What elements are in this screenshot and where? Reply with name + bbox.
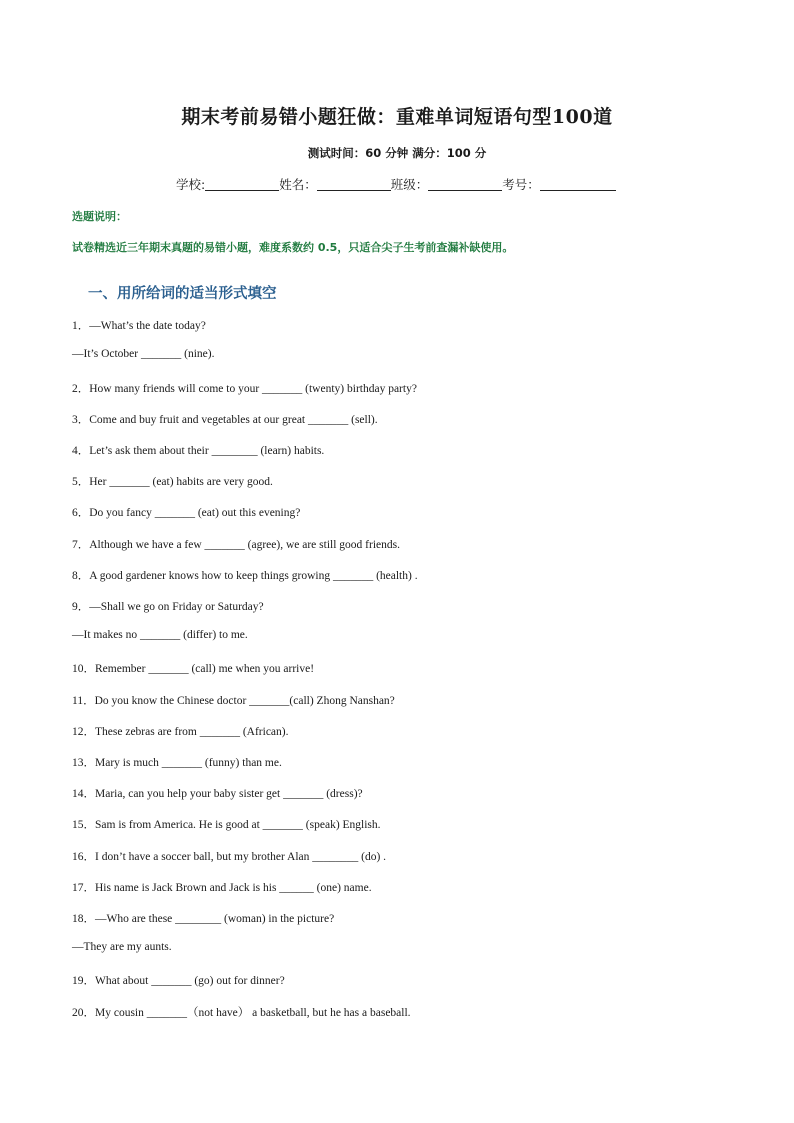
question-line: 13．Mary is much _______ (funny) than me. xyxy=(72,757,282,769)
question-line: 2．How many friends will come to your _______ (twenty) birthday party? xyxy=(72,383,417,395)
school-label: 学校: xyxy=(176,177,206,192)
question-line: —It makes no _______ (differ) to me. xyxy=(72,629,248,641)
class-label: 班级： xyxy=(390,177,429,192)
question-line: 14．Maria, can you help your baby sister get _______ (dress)? xyxy=(72,788,363,800)
question-line: 16．I don’t have a soccer ball, but my brother Alan ________ (do) . xyxy=(72,851,387,863)
question-line: 4．Let’s ask them about their ________ (learn) habits. xyxy=(72,445,325,457)
school-blank[interactable] xyxy=(205,178,279,191)
student-info-row xyxy=(176,175,616,193)
note-text: 试卷精选近三年期末真题的易错小题，难度系数约 0.5，只适合尖子生考前查漏补缺使用。 xyxy=(72,241,514,254)
question-line: 6．Do you fancy _______ (eat) out this evening? xyxy=(72,507,301,519)
question-line: 7．Although we have a few _______ (agree), we are still good friends. xyxy=(72,539,400,551)
question-line: 12．These zebras are from _______ (African). xyxy=(72,726,289,738)
question-line: 8．A good gardener knows how to keep things growing _______ (health) . xyxy=(72,570,418,582)
question-line: 19．What about _______ (go) out for dinner? xyxy=(72,975,285,987)
question-line: 10．Remember _______ (call) me when you arrive! xyxy=(72,663,315,675)
number-label: 考号： xyxy=(502,177,540,192)
note-label: 选题说明： xyxy=(72,210,127,223)
question-line: 9．—Shall we go on Friday or Saturday? xyxy=(72,601,264,613)
number-blank[interactable] xyxy=(540,178,616,191)
question-line: 11．Do you know the Chinese doctor _______(call) Zhong Nanshan? xyxy=(72,695,395,707)
question-line: —It’s October _______ (nine). xyxy=(72,348,215,360)
name-blank[interactable] xyxy=(317,178,391,191)
question-line: 1．—What’s the date today? xyxy=(72,320,206,332)
question-line: 20．My cousin _______（not have） a basketball, but he has a baseball. xyxy=(72,1007,411,1019)
question-line: 3．Come and buy fruit and vegetables at our great _______ (sell). xyxy=(72,414,378,426)
question-line: 5．Her _______ (eat) habits are very good. xyxy=(72,476,273,488)
question-line: 18．—Who are these ________ (woman) in the picture? xyxy=(72,913,335,925)
name-label: 姓名： xyxy=(279,177,317,192)
page-title: 期末考前易错小题狂做：重难单词短语句型100道 xyxy=(181,106,613,128)
test-info: 测试时间：60 分钟 满分：100 分 xyxy=(307,146,487,160)
question-line: 15．Sam is from America. He is good at _______ (speak) English. xyxy=(72,819,381,831)
question-line: 17．His name is Jack Brown and Jack is his ______ (one) name. xyxy=(72,882,372,894)
question-line: —They are my aunts. xyxy=(72,941,172,953)
section-title: 一、用所给词的适当形式填空 xyxy=(88,286,277,302)
class-blank[interactable] xyxy=(428,178,502,191)
